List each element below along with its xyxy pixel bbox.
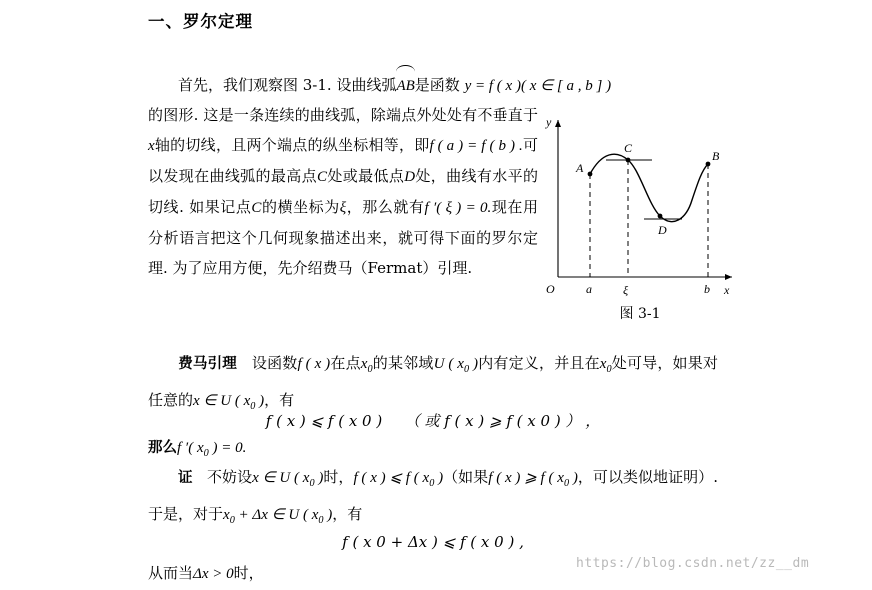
fermat-seg-d: 内有定义，并且在 [478, 354, 600, 372]
proof-ineq2: f ( x ) ⩾ f ( $x_0$ ) [488, 470, 578, 489]
figure-tick-b: b [704, 282, 710, 296]
formula-f-prime-xi: f ′( ξ ) = 0. [424, 200, 492, 216]
point-D-ref: D [404, 169, 416, 185]
para1-seg-d: 的图形. 这是一条连续的曲线弧，除端点外处处有不垂直于 [148, 106, 538, 124]
fermat-neighborhood: U ( $x_0$ ) [433, 356, 478, 375]
figure-y-axis-label: y [546, 115, 552, 129]
point-C-ref: C [317, 169, 328, 185]
fermat-seg-c: 的某邻域 [372, 354, 434, 372]
figure-point-B: B [712, 149, 720, 163]
fermat-seg-g: ，有 [264, 391, 295, 409]
fermat-label: 费马引理 [178, 356, 237, 372]
proof-seg-a: 不妨设 [207, 468, 253, 486]
figure-point-D: D [658, 223, 667, 237]
fermat-x0b: $x_0$ [599, 356, 612, 375]
proof-seg-c: （如果 [443, 468, 489, 486]
proof-last-math: Δx > 0 [193, 566, 234, 582]
proof-label: 证 [178, 470, 193, 486]
figure-caption: 图 3-1 [619, 306, 661, 322]
para1-seg-m: 的横坐标为 [261, 198, 340, 216]
para1-seg-i: 处或最低点 [327, 167, 405, 185]
para1-seg-a: 首先，我们观察图 3-1. 设曲线弧 [178, 76, 397, 94]
fermat-conclusion-formula: f ′( $x_0$ ) = 0. [177, 440, 247, 459]
proof-delta-cond: $x_0 + \Delta x$ ∈ U ( $x_0$ ) [223, 507, 333, 526]
watermark: https://blog.csdn.net/zz__dm [576, 556, 810, 571]
fermat-x0: $x_0$ [360, 356, 373, 375]
proof-last-a: 从而当 [148, 564, 194, 582]
fermat-seg-b: 在点 [330, 354, 361, 372]
proof-seg-b: 时， [323, 468, 354, 486]
paragraph-intro [148, 70, 718, 101]
xi-symbol: ξ [339, 200, 347, 216]
figure-tick-a: a [586, 282, 592, 296]
para1-seg-b: 是函数 [414, 76, 460, 94]
display-formula-fermat: f ( x ) ⩽ f ( x 0 ) （ 或 f ( x ) ⩾ f ( x 0 ) ） ， [265, 412, 601, 430]
section-heading: 一、罗尔定理 [148, 12, 253, 31]
figure-x-axis-label: x [724, 283, 730, 297]
para1-seg-f: 轴的切线，且两个端点的纵坐标相等，即 [154, 136, 430, 154]
proof-seg-d: ，可以类似地证明）. 于是，对于 [148, 468, 718, 523]
formula-domain: ( x ∈ [ a , b ] ) [520, 78, 612, 94]
figure-point-C: C [624, 141, 633, 155]
fermat-seg-a: 设函数 [251, 354, 298, 372]
fermat-conclusion-prefix: 那么 [148, 440, 177, 456]
fermat-cond: x ∈ U ( $x_0$ ) [193, 393, 265, 412]
fermat-fx: f ( x ) [297, 356, 331, 372]
display-formula-proof: f ( x 0 + Δx ) ⩽ f ( x 0 ) , [342, 533, 524, 551]
proof-ineq1: f ( x ) ⩽ f ( $x_0$ ) [353, 470, 444, 489]
para1-seg-k: 处，曲线有水平的切线. 如果记点 [148, 167, 538, 216]
figure-svg [540, 112, 740, 302]
figure-origin-label: O [546, 282, 555, 296]
proof-seg-e: ，有 [332, 505, 363, 523]
arc-label: AB [396, 78, 415, 94]
para1-seg-g: 可以发现在曲线弧的最高点 [148, 136, 538, 185]
arc-AB [396, 71, 414, 101]
proof-last-b: 时， [233, 564, 264, 582]
formula-y-fx: y = f ( x ) [464, 78, 521, 94]
para1-seg-p: 现在用分析语言把这个几何现象描述出来，就可得下面的罗尔定理. 为了应用方便，先介绍费马（Fermat）引理. [148, 198, 538, 277]
paragraph-intro-cont [148, 100, 538, 283]
para1-seg-e: x [148, 138, 155, 154]
formula-fa-fb: f ( a ) = f ( b ) . [429, 138, 523, 154]
figure-tick-xi: ξ [623, 283, 629, 297]
figure-point-A: A [576, 161, 584, 175]
figure-3-1 [540, 112, 740, 312]
paragraph-proof [148, 462, 718, 536]
para1-seg-o: ，那么就有 [346, 198, 425, 216]
proof-cond: x ∈ U ( $x_0$ ) [252, 470, 324, 489]
fermat-seg-e: 处可导，如果对任意的 [148, 354, 718, 409]
point-C-ref2: C [251, 200, 262, 216]
